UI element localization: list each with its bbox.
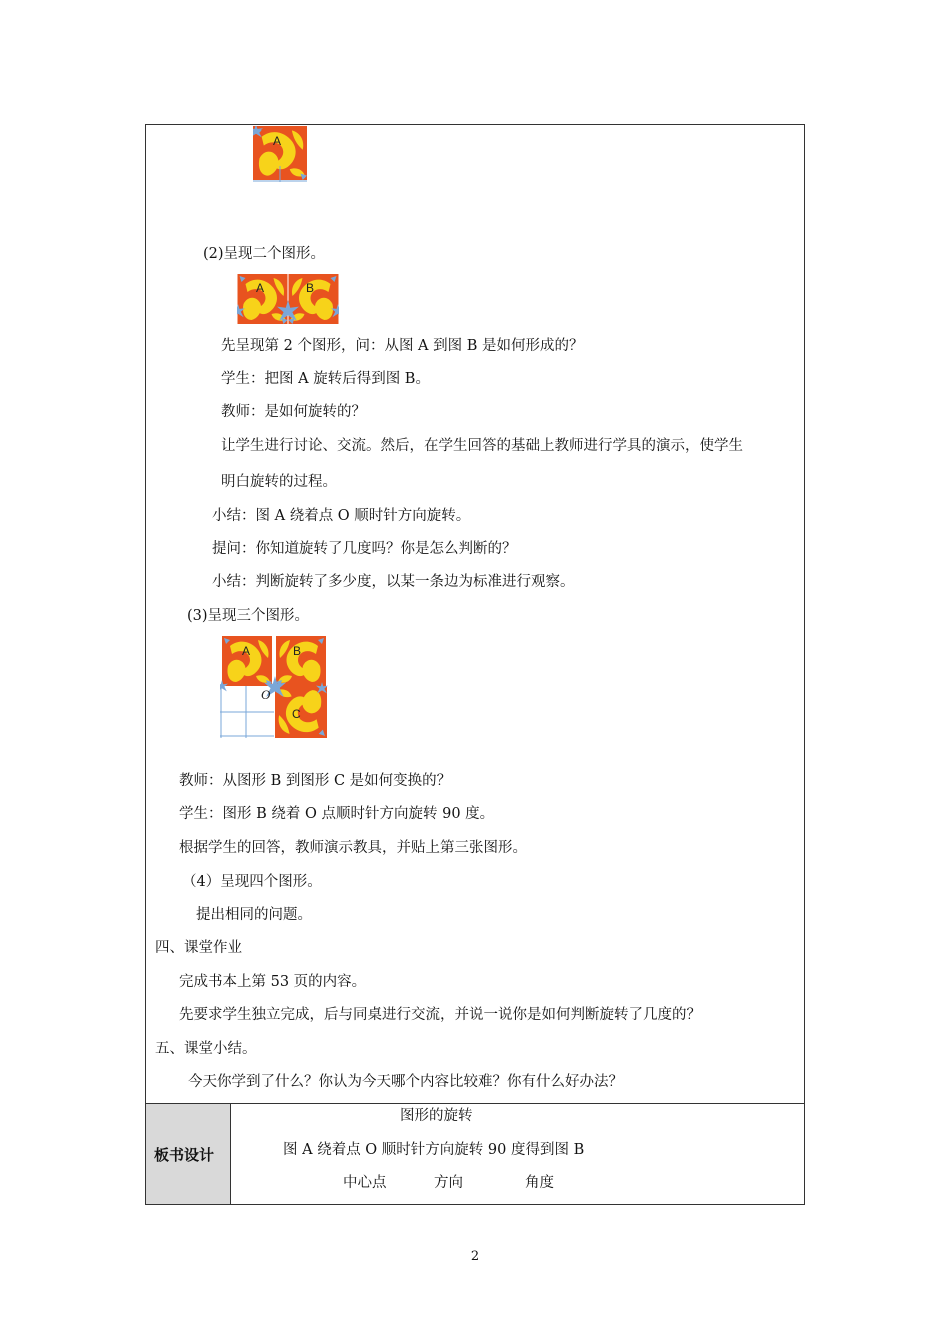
figure-abc-tiles: [220, 636, 328, 738]
section-5-line-1: 今天你学到了什么？你认为今天哪个内容比较难？你有什么好办法？: [188, 1074, 623, 1090]
section-5-title: 五、课堂小结。: [155, 1041, 257, 1057]
board-line-1: 图 A 绕着点 O 顺时针方向旋转 90 度得到图 B: [283, 1142, 585, 1158]
question-line: 先呈现第 2 个图形，问：从图 A 到图 B 是如何形成的？: [221, 338, 584, 354]
summary-2: 小结：判断旋转了多少度，以某一条边为标准进行观察。: [212, 574, 575, 590]
figure-ab-tiles: [237, 274, 339, 324]
same-question-line: 提出相同的问题。: [196, 907, 312, 923]
figure-a-label: A: [273, 134, 282, 148]
column-divider: [230, 1104, 231, 1205]
discussion-line-1: 让学生进行讨论、交流。然后，在学生回答的基础上教师进行学具的演示，使学生: [221, 438, 743, 454]
step-3-heading: (3)呈现三个图形。: [187, 608, 310, 624]
teacher-question-2: 教师：从图形 B 到图形 C 是如何变换的？: [179, 773, 452, 789]
student-answer-1: 学生：把图 A 旋转后得到图 B。: [221, 371, 430, 387]
section-4-line-2: 先要求学生独立完成，后与同桌进行交流，并说一说你是如何判断旋转了几度的？: [179, 1007, 701, 1023]
step-2-heading: (2)呈现二个图形。: [203, 246, 326, 262]
student-answer-2: 学生：图形 B 绕着 O 点顺时针方向旋转 90 度。: [179, 806, 495, 822]
section-4-title: 四、课堂作业: [155, 940, 242, 956]
discussion-line-2: 明白旋转的过程。: [221, 474, 337, 490]
step-4-heading: （4）呈现四个图形。: [182, 874, 322, 890]
figure-ab-label-b: B: [306, 281, 315, 295]
figure-abc-label-c: C: [292, 707, 301, 721]
table-divider: [145, 1103, 805, 1104]
board-title: 图形的旋转: [400, 1108, 473, 1124]
figure-a-tile: [253, 126, 307, 182]
board-term-direction: 方向: [434, 1175, 463, 1191]
board-term-angle: 角度: [525, 1175, 554, 1191]
figure-abc-label-o: O: [261, 687, 271, 702]
figure-abc-label-b: B: [293, 644, 302, 658]
board-design-label: 板书设计: [154, 1146, 215, 1164]
teacher-question-1: 教师：是如何旋转的？: [221, 404, 366, 420]
demo-line: 根据学生的回答，教师演示教具，并贴上第三张图形。: [179, 840, 527, 856]
question-degrees: 提问：你知道旋转了几度吗？你是怎么判断的？: [212, 541, 517, 557]
page-number: 2: [470, 1249, 480, 1264]
figure-abc-label-a: A: [242, 644, 251, 658]
figure-ab-label-a: A: [256, 281, 265, 295]
summary-1: 小结：图 A 绕着点 O 顺时针方向旋转。: [212, 508, 471, 524]
section-4-line-1: 完成书本上第 53 页的内容。: [179, 974, 367, 990]
board-term-center: 中心点: [343, 1175, 387, 1191]
